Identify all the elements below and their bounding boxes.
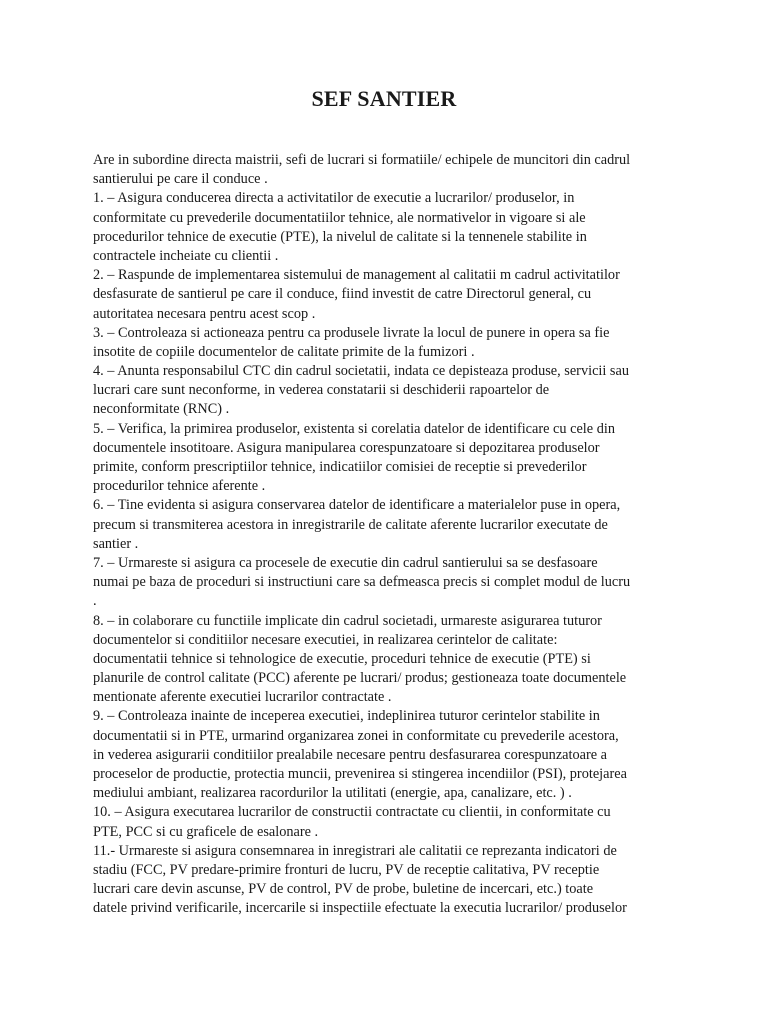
text-line: lucrari care sunt neconforme, in vederea constatarii si deschiderii rapoartelor de [93, 382, 550, 399]
text-line: 8. – in colaborare cu functiile implicate din cadrul societadi, urmareste asigurarea tuturor [93, 612, 602, 629]
text-line: mentionate aferente executiei lucrarilor contractate . [93, 689, 392, 706]
text-line: desfasurate de santierul pe care il conduce, fiind investit de catre Directorul general, cu [93, 286, 592, 303]
text-line: procedurilor tehnice aferente . [93, 478, 266, 495]
text-line: documentatii si in PTE, urmarind organizarea zonei in conformitate cu prevederile acestora, [93, 727, 619, 744]
text-line: santierului pe care il conduce . [93, 171, 268, 188]
text-line: datele privind verificarile, incercarile si inspectiile efectuate la executia lucrarilor/ produselor [93, 900, 627, 917]
text-line: documentatii tehnice si tehnologice de executie, proceduri tehnice de executie (PTE) si [93, 650, 591, 667]
text-line: procedurilor tehnice de executie (PTE), la nivelul de calitate si la tennenele stabilite in [93, 228, 587, 245]
text-line: in vederea asigurarii conditiilor prealabile necesare pentru desfasurarea corespunzatoare a [93, 746, 608, 763]
text-line: 7. – Urmareste si asigura ca procesele de executie din cadrul santierului sa se desfasoare [93, 554, 598, 571]
text-line: precum si transmiterea acestora in inregistrarile de calitate aferente lucrarilor executate de [93, 516, 608, 533]
text-line: stadiu (FCC, PV predare-primire fronturi de lucru, PV de receptie calitativa, PV receptie [93, 861, 600, 878]
text-line: 1. – Asigura conducerea directa a activitatilor de executie a lucrarilor/ produselor, in [93, 190, 575, 207]
text-line: numai pe baza de proceduri si instructiuni care sa defmeasca precis si complet modul de lucru [93, 574, 631, 591]
text-line: 4. – Anunta responsabilul CTC din cadrul societatii, indata ce depisteaza produse, servicii sau [93, 363, 629, 380]
text-line: neconformitate (RNC) . [93, 401, 230, 418]
text-line: conformitate cu prevederile documentatiilor tehnice, ale normativelor in vigoare si ale [93, 209, 586, 226]
text-line: lucrari care devin ascunse, PV de control, PV de probe, buletine de incercari, etc.) toate [93, 881, 594, 898]
text-line: autoritatea necesara pentru acest scop . [93, 305, 316, 322]
text-line: 9. – Controleaza inainte de inceperea executiei, indeplinirea tuturor cerintelor stabilite in [93, 708, 600, 725]
text-line: santier . [93, 535, 139, 552]
text-line: contractele incheiate cu clientii . [93, 247, 279, 264]
document-body [93, 151, 687, 919]
text-line: 10. – Asigura executarea lucrarilor de constructii contractate cu clientii, in conformitate cu [93, 804, 611, 821]
text-line: mediului ambiant, realizarea racordurilor la utilitati (energie, apa, canalizare, etc. ) . [93, 785, 572, 802]
text-line: . [93, 593, 97, 610]
text-line: 11.- Urmareste si asigura consemnarea in inregistrari ale calitatii ce reprezanta indicatori de [93, 842, 617, 859]
document-title: SEF SANTIER [311, 86, 457, 111]
text-line: planurile de control calitate (PCC) aferente pe lucrari/ produs; gestioneaza toate documentele [93, 670, 627, 687]
text-line: primite, conform prescriptiilor tehnice, indicatiilor comisiei de receptie si prevederilor [93, 459, 587, 475]
text-line: 2. – Raspunde de implementarea sistemului de management al calitatii m cadrul activitatilor [93, 267, 620, 284]
text-line: PTE, PCC si cu graficele de esalonare . [93, 823, 319, 840]
text-line: 3. – Controleaza si actioneaza pentru ca produsele livrate la locul de punere in opera sa fie [93, 324, 610, 341]
text-line: 6. – Tine evidenta si asigura conservarea datelor de identificare a materialelor puse in opera, [93, 497, 621, 514]
text-line: proceselor de productie, protectia muncii, prevenirea si stingerea incendiilor (PSI), protejarea [93, 766, 627, 782]
text-line: 5. – Verifica, la primirea produselor, existenta si corelatia datelor de identificare cu cele din [93, 420, 615, 437]
text-line: documentele insotitoare. Asigura manipularea corespunzatoare si depozitarea produselor [93, 439, 600, 456]
text-line: Are in subordine directa maistrii, sefi de lucrari si formatiile/ echipele de muncitori din cadrul [93, 152, 631, 168]
text-line: insotite de copiile documentelor de calitate primite de la fumizori . [93, 343, 475, 360]
text-line: documentelor si conditiilor necesare executiei, in realizarea cerintelor de calitate: [93, 631, 558, 648]
